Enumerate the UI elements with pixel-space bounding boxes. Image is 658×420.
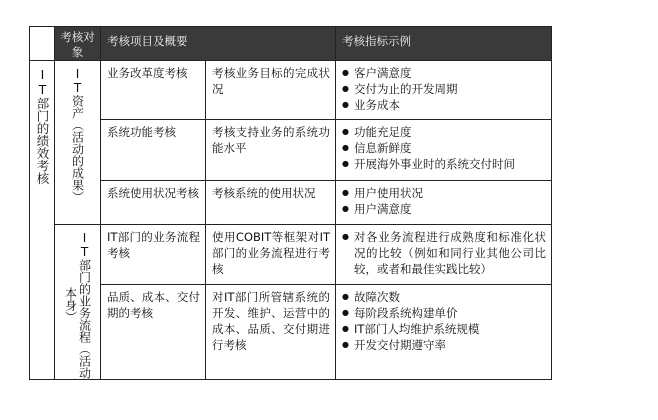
group-label: IT部门的业务流程（活动本身） (63, 231, 92, 379)
summary-text: 考核支持业务的系统功能水平 (212, 125, 330, 155)
item-cell (101, 225, 206, 285)
item-label: IT部门的业务流程考核 (107, 230, 200, 260)
header-target (55, 27, 101, 61)
metric-item: ● 信息新鲜度 (342, 140, 546, 156)
metric-item: ● 功能充足度 (342, 124, 546, 140)
metric-item: ● 开展海外事业时的系统交付时间 (342, 156, 546, 172)
item-cell (101, 181, 206, 225)
item-label: 系统使用状况考核 (107, 186, 199, 200)
item-label: 业务改革度考核 (107, 66, 188, 80)
item-cell (101, 120, 206, 181)
summary-cell (206, 225, 336, 285)
table-row (30, 181, 552, 225)
summary-text: 考核业务目标的完成状况 (212, 66, 330, 96)
metrics-cell (336, 120, 552, 181)
table-row (30, 225, 552, 285)
table-row (30, 120, 552, 181)
metric-item: ● 开发交付期遵守率 (342, 337, 546, 353)
header-item (101, 27, 336, 61)
it-evaluation-table (29, 26, 552, 380)
metric-item: ● 用户使用状况 (342, 185, 546, 201)
evaluation-table-wrapper (29, 26, 551, 379)
table-row (30, 61, 552, 120)
header-row (30, 27, 552, 61)
summary-text: 对IT部门所管辖系统的开发、维护、运营中的成本、品质、交付期进行考核 (212, 290, 330, 352)
item-cell (101, 61, 206, 120)
header-target-label: 考核对象 (60, 30, 95, 59)
header-metrics (336, 27, 552, 61)
metrics-list (342, 229, 546, 277)
metrics-cell (336, 285, 552, 380)
metric-item: ● 交付为止的开发周期 (342, 81, 546, 97)
metrics-cell (336, 61, 552, 120)
metric-item: ● 故障次数 (342, 289, 546, 305)
metrics-list (342, 289, 546, 353)
metrics-cell (336, 225, 552, 285)
metric-item: ● IT部门人均维护系统规模 (342, 321, 546, 337)
summary-text: 考核系统的使用状况 (212, 186, 316, 200)
metric-item: ● 对各业务流程进行成熟度和标准化状况的比较（例如和同行业其他公司比较，或者和最佳实践比较） (342, 229, 546, 277)
item-cell (101, 285, 206, 380)
metric-item: ● 客户满意度 (342, 65, 546, 81)
header-item-label: 考核项目及概要 (107, 34, 188, 48)
summary-text: 使用COBIT等框架对IT部门的业务流程进行考核 (212, 230, 330, 276)
metric-item: ● 业务成本 (342, 97, 546, 113)
group-label-cell (55, 61, 101, 225)
summary-cell (206, 120, 336, 181)
metrics-list (342, 124, 546, 172)
group-label-cell (55, 225, 101, 380)
metrics-list (342, 185, 546, 217)
metrics-list (342, 65, 546, 113)
table-row (30, 285, 552, 380)
item-label: 系统功能考核 (107, 125, 176, 139)
metric-item: ● 用户满意度 (342, 201, 546, 217)
summary-cell (206, 61, 336, 120)
outer-label: IT部门的绩效考核 (35, 67, 50, 185)
metrics-cell (336, 181, 552, 225)
metric-item: ● 每阶段系统构建单价 (342, 305, 546, 321)
group-label: IT资产（活动的成果） (70, 67, 85, 203)
header-corner (30, 27, 55, 61)
summary-cell (206, 285, 336, 380)
item-label: 品质、成本、交付期的考核 (107, 290, 200, 320)
outer-label-cell (30, 61, 55, 380)
summary-cell (206, 181, 336, 225)
header-metrics-label: 考核指标示例 (342, 34, 411, 48)
